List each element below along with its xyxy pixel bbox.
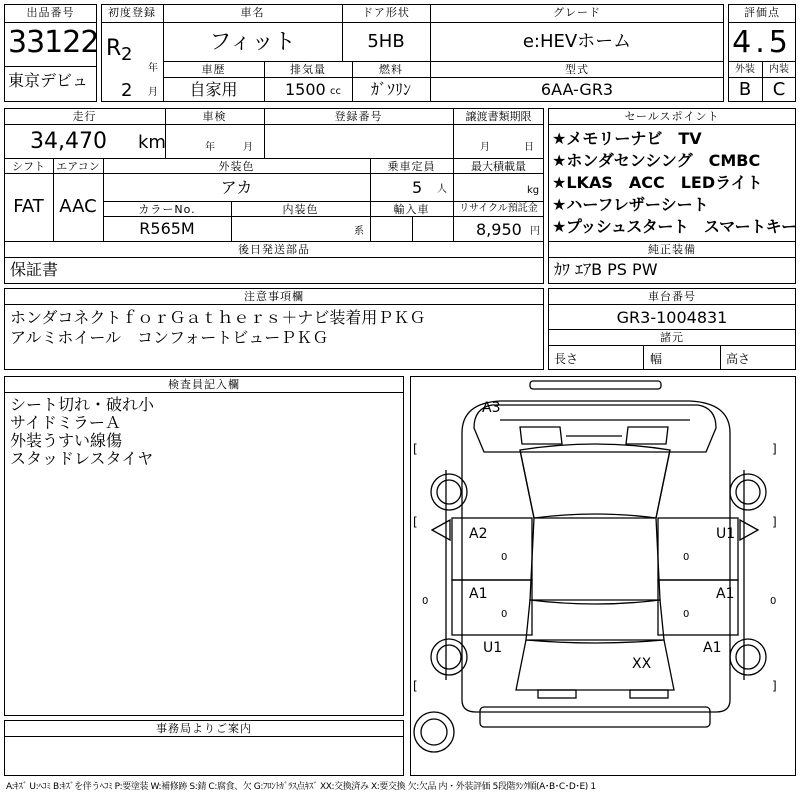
history-value: 自家用: [189, 80, 238, 99]
exterior-color-header: 外装色: [218, 160, 255, 173]
registration-month: 2: [121, 80, 133, 101]
inspection-year-unit: 年: [205, 142, 215, 153]
diagram-bracket: ]: [772, 442, 777, 456]
grade-header: グレード: [553, 6, 601, 19]
selling-point: ★LKAS ACC LEDライト: [552, 173, 763, 192]
exterior-grade: B: [738, 79, 752, 100]
damage-mark: U1: [716, 526, 736, 542]
dimensions-header: 諸元: [660, 331, 684, 344]
mileage-value: 34,470: [30, 129, 107, 154]
max-load-header: 最大積載量: [471, 160, 526, 173]
damage-mark: XX: [632, 656, 652, 672]
diagram-bracket: ]: [772, 679, 777, 693]
fuel-value: ｶﾞｿﾘﾝ: [370, 80, 411, 99]
mileage-header: 走行: [72, 110, 97, 123]
registration-year-unit: 年: [148, 63, 158, 74]
plate-header: 登録番号: [334, 110, 383, 123]
history-header: 車歴: [201, 63, 226, 76]
inspector-line: シート切れ・破れ小: [10, 395, 155, 414]
registration-era: R: [106, 36, 122, 61]
model-code-value: 6AA-GR3: [540, 80, 614, 99]
standard-equipment-header: 純正装備: [648, 243, 696, 256]
shift-value: FAT: [13, 196, 44, 217]
diagram-bracket: [: [413, 679, 418, 693]
transfer-month-unit: 月: [480, 142, 490, 153]
registration-year: 2: [121, 44, 133, 65]
model-code-header: 型式: [565, 63, 589, 76]
fuel-header: 燃料: [379, 63, 403, 76]
standard-equipment-value: ｶﾜ ｴｱB PS PW: [554, 260, 658, 279]
displacement-header: 排気量: [290, 63, 326, 76]
selling-point: ★メモリーナビ TV: [552, 129, 702, 148]
max-load-unit: kg: [527, 185, 540, 196]
inspection-header: 車検: [202, 110, 227, 123]
interior-color-unit: 系: [354, 226, 364, 237]
displacement-unit: cc: [330, 86, 341, 97]
diagram-zero: 0: [683, 552, 690, 563]
diagram-zero: 0: [501, 552, 508, 563]
diagram-zero: 0: [422, 596, 429, 607]
capacity-value: 5: [412, 178, 423, 197]
interior-grade: C: [772, 79, 786, 100]
recycle-unit: 円: [530, 226, 540, 237]
grade-value: e:HEVホーム: [522, 31, 632, 52]
inspector-line: 外装うすい線傷: [10, 431, 123, 450]
inspection-month-unit: 月: [243, 142, 253, 153]
inspector-line: スタッドレスタイヤ: [10, 449, 154, 468]
chassis-number: GR3-1004831: [616, 308, 728, 327]
diagram-bracket: [: [413, 442, 418, 456]
shift-header: シフト: [12, 160, 45, 173]
color-no-value: R565M: [139, 219, 195, 238]
door-header: ドア形状: [362, 6, 410, 19]
score-value: 4.5: [732, 25, 792, 60]
inspector-header: 検査員記入欄: [168, 378, 240, 391]
registration-month-unit: 月: [148, 87, 158, 98]
displacement-value: 1500: [285, 80, 326, 99]
recycle-header: リサイクル預託金: [459, 203, 538, 214]
door-type: 5HB: [367, 31, 405, 52]
aircon-header: エアコン: [56, 160, 100, 173]
later-parts-value: 保証書: [10, 260, 59, 279]
height-label: 高さ: [726, 352, 751, 366]
width-label: 幅: [650, 352, 663, 366]
score-header: 評価点: [744, 6, 780, 19]
damage-mark: U1: [483, 640, 503, 656]
exterior-color-value: アカ: [220, 178, 253, 197]
import-header: 輸入車: [393, 203, 430, 216]
car-name: フィット: [209, 30, 296, 55]
selling-point: ★ハーフレザーシート: [552, 195, 709, 214]
transfer-deadline-header: 譲渡書類期限: [465, 110, 532, 123]
registration-header: 初度登録: [108, 6, 156, 19]
capacity-unit: 人: [437, 184, 447, 195]
legend-text: A:ｷｽﾞ U:ﾍｺﾐ B:ｷｽﾞを伴うﾍｺﾐ P:要塗装 W:補修跡 S:錆 C:腐食、欠 G:ﾌﾛﾝﾄｶﾞﾗｽ点ｷｽﾞ XX:交換済み X:要交換 欠:欠品 内・外装評価 5段階ﾗﾝｸ順(A･B･C･D･E) 1: [6, 782, 596, 792]
later-parts-header: 後日発送部品: [238, 243, 310, 256]
lot-header: 出品番号: [26, 6, 75, 19]
length-label: 長さ: [554, 352, 579, 366]
car-name-header: 車名: [240, 6, 265, 19]
selling-point: ★ホンダセンシング CMBC: [552, 151, 761, 170]
damage-mark: A1: [703, 640, 722, 656]
recycle-value: 8,950: [476, 220, 522, 239]
interior-grade-header: 内装: [769, 64, 789, 75]
chassis-header: 車台番号: [648, 290, 696, 303]
notes-line: ホンダコネクトｆｏｒＧａｔｈｅｒｓ＋ナビ装着用ＰＫＧ: [10, 308, 426, 327]
interior-color-header: 内装色: [282, 203, 319, 216]
transfer-day-unit: 日: [524, 142, 534, 153]
capacity-header: 乗車定員: [387, 160, 436, 173]
exterior-grade-header: 外装: [735, 64, 755, 75]
notes-line: アルミホイール コンフォートビューＰＫＧ: [10, 328, 329, 347]
diagram-bracket: ]: [772, 515, 777, 529]
selling-point: ★プッシュスタート スマートキー: [552, 217, 797, 236]
damage-mark: A1: [469, 586, 488, 602]
aircon-value: AAC: [59, 196, 97, 217]
mileage-unit: km: [138, 132, 166, 153]
damage-mark: A3: [482, 400, 501, 416]
diagram-zero: 0: [770, 596, 777, 607]
damage-mark: A1: [716, 586, 735, 602]
diagram-zero: 0: [683, 609, 690, 620]
notes-header: 注意事項欄: [244, 290, 304, 303]
color-no-header: カラーNo.: [138, 203, 196, 216]
damage-mark: A2: [469, 526, 488, 542]
diagram-zero: 0: [501, 609, 508, 620]
office-header: 事務局よりご案内: [156, 722, 252, 735]
inspector-line: サイドミラーＡ: [10, 413, 121, 432]
selling-points-header: セールスポイント: [624, 110, 720, 123]
auction-venue: 東京デビュ: [8, 71, 89, 90]
diagram-bracket: [: [413, 515, 418, 529]
lot-number: 33122: [8, 25, 99, 60]
